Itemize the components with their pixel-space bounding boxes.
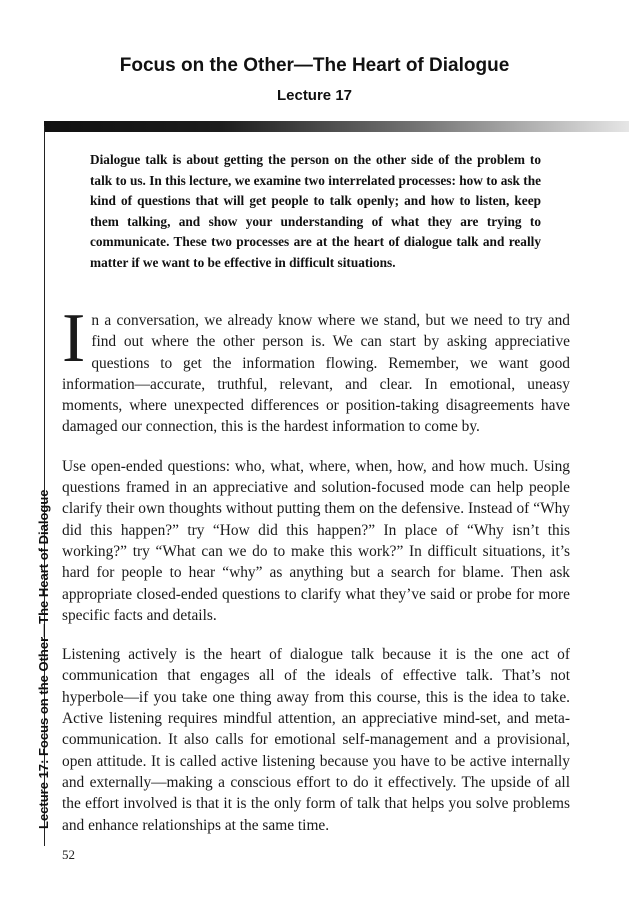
paragraph-1-text: n a conversation, we already know where we stand, but we need to try and find out where the other person is. We can start by asking appreciative questions to get the information flowing. Remember, we want good information—accurate, truthful, relevant, and clear. In emotional, uneasy moments, where unexpected differences or position-taking disagreements have damaged our connection, this is the hardest information to come by. <box>62 312 570 436</box>
running-side-title: Lecture 17: Focus on the Other—The Heart of Dialogue <box>36 489 51 829</box>
paragraph-2: Use open-ended questions: who, what, where, when, how, and how much. Using questions framed in an appreciative and solution-focused mode can help people clarify their own thoughts without putting them on the defensive. Instead of “Why did this happen?” try “How did this happen?” In place of “Why isn’t this working?” try “What can we do to make this work?” In difficult situations, it’s hard for people to hear “why” as anything but a search for blame. Then ask appropriate closed-ended questions to clarify what they’ve said or probe for more specific facts and details. <box>62 457 570 624</box>
header-rule <box>44 121 629 132</box>
page-title: Focus on the Other—The Heart of Dialogue <box>119 55 510 76</box>
paragraph-3: Listening actively is the heart of dialogue talk because it is the one act of communication that engages all of the ideals of effective talk. That’s not hyperbole—if you take one thing away from this course, this is the idea to take. Active listening requires mindful attention, an appreciative mind-set, and meta-communication. It also calls for emotional self-management and a provisional, open attitude. It is called active listening because you have to be active internally and externally—making a conscious effort to do it effectively. The upside of all the effort involved is that it is the only form of talk that helps you solve problems and enhance relationships at the same time. <box>62 646 570 834</box>
lecture-number: Lecture 17 <box>276 87 353 104</box>
drop-cap: I <box>62 300 86 377</box>
body-text <box>62 300 570 854</box>
page-number: 52 <box>62 847 75 862</box>
lecture-abstract: Dialogue talk is about getting the person on the other side of the problem to talk to us. In this lecture, we examine two interrelated processes: how to ask the kind of questions that will get people to talk openly; and how to listen, keep them talking, and show your understanding of what they are trying to communicate. These two processes are at the heart of dialogue talk and really matter if we want to be effective in difficult situations. <box>90 152 541 270</box>
paragraph-1 <box>62 300 570 438</box>
